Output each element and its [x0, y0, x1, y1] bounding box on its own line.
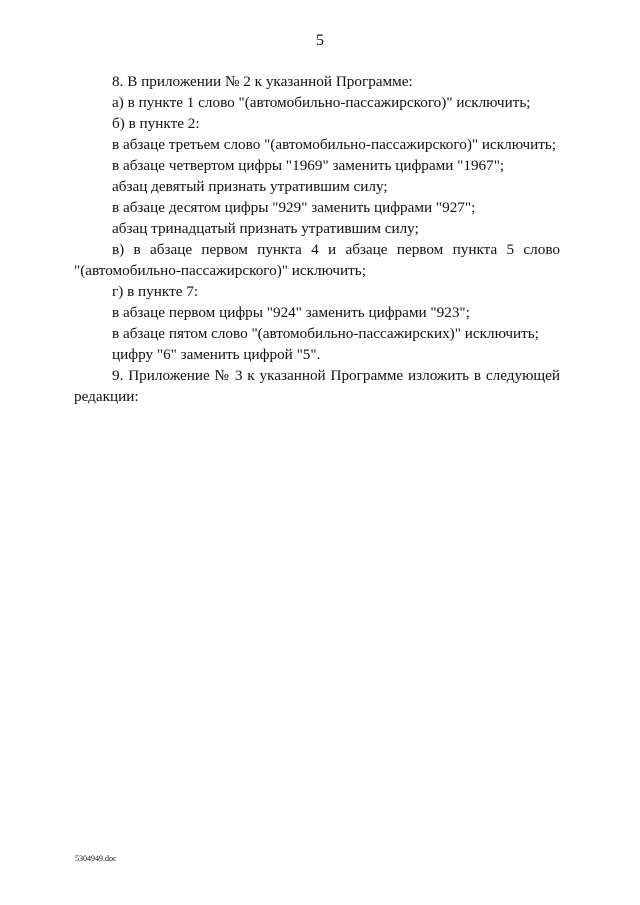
paragraph-line: б) в пункте 2: — [112, 115, 200, 132]
paragraph-line: в абзаце первом цифры "924" заменить цифрами "923"; — [112, 304, 470, 321]
document-body — [74, 71, 560, 407]
paragraph-line: цифру "6" заменить цифрой "5". — [112, 346, 321, 363]
paragraph-line: в) в абзаце первом пункта 4 и абзаце первом пункта 5 слово — [112, 241, 560, 258]
paragraph-line: 9. Приложение № 3 к указанной Программе изложить в следующей — [112, 367, 560, 384]
paragraph-line: а) в пункте 1 слово "(автомобильно-пассажирского)" исключить; — [112, 94, 531, 111]
paragraph-line: в абзаце десятом цифры "929" заменить цифрами "927"; — [112, 199, 476, 216]
paragraph-line: в абзаце третьем слово "(автомобильно-пассажирского)" исключить; — [112, 136, 557, 153]
page-number: 5 — [316, 32, 324, 49]
paragraph-line: "(автомобильно-пассажирского)" исключить; — [74, 262, 366, 279]
paragraph-line: в абзаце пятом слово "(автомобильно-пассажирских)" исключить; — [112, 325, 539, 342]
paragraph-line: 8. В приложении № 2 к указанной Программе: — [112, 73, 413, 90]
paragraph-line: г) в пункте 7: — [112, 283, 199, 300]
paragraph-line: в абзаце четвертом цифры "1969" заменить цифрами "1967"; — [112, 157, 505, 174]
paragraph-line: абзац тринадцатый признать утратившим силу; — [112, 220, 419, 237]
paragraph-line: абзац девятый признать утратившим силу; — [112, 178, 388, 195]
paragraph-line: редакции: — [74, 388, 139, 405]
document-footer-code: 5304949.doc — [75, 854, 117, 863]
